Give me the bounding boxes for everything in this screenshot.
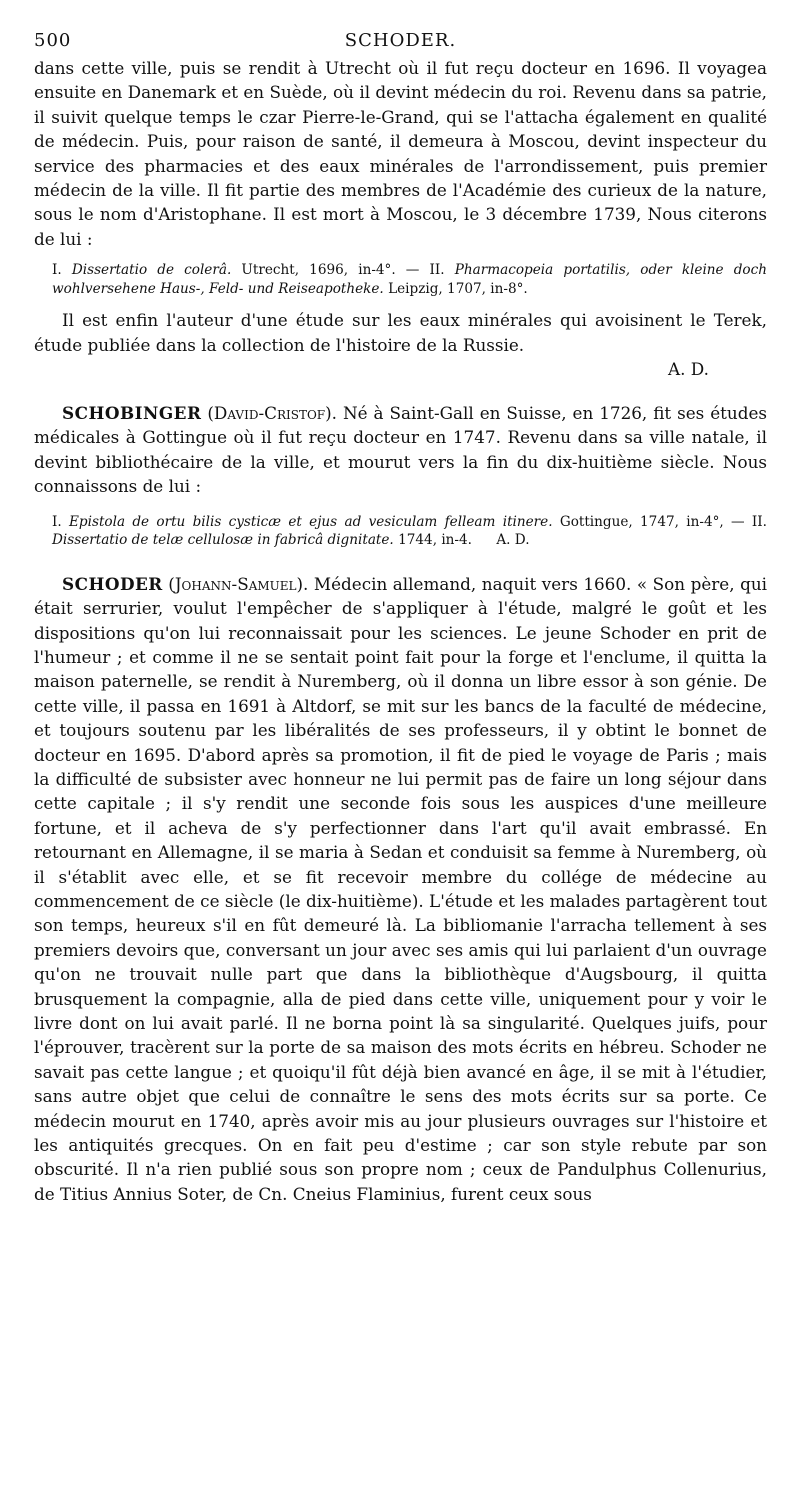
biblio-number: I. (52, 513, 62, 530)
biblio-title: Dissertatio de telæ cellulosæ in fabricâ dignitate. (52, 532, 394, 549)
biblio-publication: Utrecht, 1696, in-4°. — (241, 262, 420, 279)
entry-headword: SCHOBINGER (62, 403, 202, 424)
entry-headword: SCHODER (62, 573, 163, 594)
running-head (34, 26, 767, 56)
biblio-number: II. (751, 513, 767, 530)
biblio-number: I. (52, 262, 62, 279)
entry-schobinger (34, 401, 767, 499)
running-title: SCHODER. (344, 30, 457, 51)
biblio-title: Dissertatio de colerâ. (71, 262, 232, 279)
entry-schoder (34, 572, 767, 1207)
biblio-publication: Gottingue, 1747, in-4°, — (559, 513, 745, 530)
page-number: 500 (34, 30, 72, 51)
biblio-title: Epistola de ortu bilis cysticæ et ejus ad vesiculam felleam itinere. (69, 513, 553, 530)
previous-entry-bibliography (34, 261, 767, 298)
biblio-title: Pharmacopeia portatilis, oder kleine doch wohlversehene Haus-, Feld- und Reiseapotheke. (52, 262, 767, 297)
author-signature: A. D. (496, 532, 530, 549)
previous-entry-text: dans cette ville, puis se rendit à Utrecht où il fut reçu docteur en 1696. Il voyagea ensuite en Danemark et en Suède, où il devint médecin du roi. Revenu dans sa patrie, il suivit quelque temps le czar Pierre-le-Grand, qui se l'attacha également en qualité de médecin. Puis, pour raison de santé, il demeura à Moscou, devint inspecteur du service des pharmacies et des eaux minérales de l'arrondissement, puis premier médecin de la ville. Il fit partie des membres de l'Académie des curieux de la nature, sous le nom d'Aristophane. Il est mort à Moscou, le 3 décembre 1739, Nous citerons de lui : (34, 58, 767, 249)
entry-body: Né à Saint-Gall en Suisse, en 1726, fit ses études médicales à Gottingue où il fut reçu docteur en 1747. Revenu dans sa ville natale, il devint bibliothécaire de la ville, et mourut vers la fin du dix-huitième siècle. Nous connaissons de lui : (34, 403, 767, 497)
previous-entry-closing: Il est enfin l'auteur d'une étude sur les eaux minérales qui avoisinent le Terek, étude publiée dans la collection de l'histoire de la Russie. (34, 310, 767, 355)
biblio-publication: 1744, in-4. (398, 532, 472, 549)
entry-given-names: (Johann-Samuel). (168, 573, 309, 594)
biblio-publication: Leipzig, 1707, in-8°. (388, 280, 528, 297)
biblio-number: II. (429, 262, 445, 279)
schobinger-bibliography (34, 513, 767, 550)
page (34, 26, 767, 1206)
entry-body: Médecin allemand, naquit vers 1660. « Son père, qui était serrurier, voulut l'empêcher de s'appliquer à l'étude, malgré le goût et les dispositions qu'on lui reconnaissait pour les sciences. Le jeune Schoder en prit de l'humeur ; et comme il ne se sentait point fait pour la forge et l'enclume, il quitta la maison paternelle, se rendit à Nuremberg, où il donna un libre essor à son génie. De cette ville, il passa en 1691 à Altdorf, se mit sur les bancs de la faculté de médecine, et toujours soutenu par les libéralités de ses professeurs, il y obtint le bonnet de docteur en 1695. D'abord après sa promotion, il fit de pied le voyage de Paris ; mais la difficulté de subsister avec honneur ne lui permit pas de faire un long séjour dans cette capitale ; il s'y rendit une seconde fois sous les auspices d'une meilleure fortune, et il acheva de s'y perfectionner dans l'art qu'il avait embrassé. En retournant en Allemagne, il se maria à Sedan et conduisit sa femme à Nuremberg, où il s'établit avec elle, et se fit recevoir membre du collége de médecine au commencement de ce siècle (le dix-huitième). L'étude et les malades partagèrent tout son temps, heureux s'il en fût demeuré là. La bibliomanie l'arracha tellement à ses premiers devoirs que, conversant un jour avec ses amis qui lui parlaient d'un ouvrage qu'on ne trouvait nulle part que dans la bibliothèque d'Augsbourg, il quitta brusquement la compagnie, alla de pied dans cette ville, uniquement pour y voir le livre dont on lui avait parlé. Il ne borna point là sa singularité. Quelques juifs, pour l'éprouver, tracèrent sur la porte de sa maison des mots écrits en hébreu. Schoder ne savait pas cette langue ; et quoiqu'il fût déjà bien avancé en âge, il se mit à l'étudier, sans autre objet que celui de connaître le sens des mots écrits sur sa porte. Ce médecin mourut en 1740, après avoir mis au jour plusieurs ouvrages sur l'histoire et les antiquités grecques. On en fait peu d'estime ; car son style rebute par son obscurité. Il n'a rien publié sous son propre nom ; ceux de Pandulphus Collenurius, de Titius Annius Soter, de Cn. Cneius Flaminius, furent ceux sous (34, 573, 768, 1204)
author-signature: A. D. (668, 359, 709, 380)
entry-given-names: (David-Cristof). (207, 403, 338, 424)
